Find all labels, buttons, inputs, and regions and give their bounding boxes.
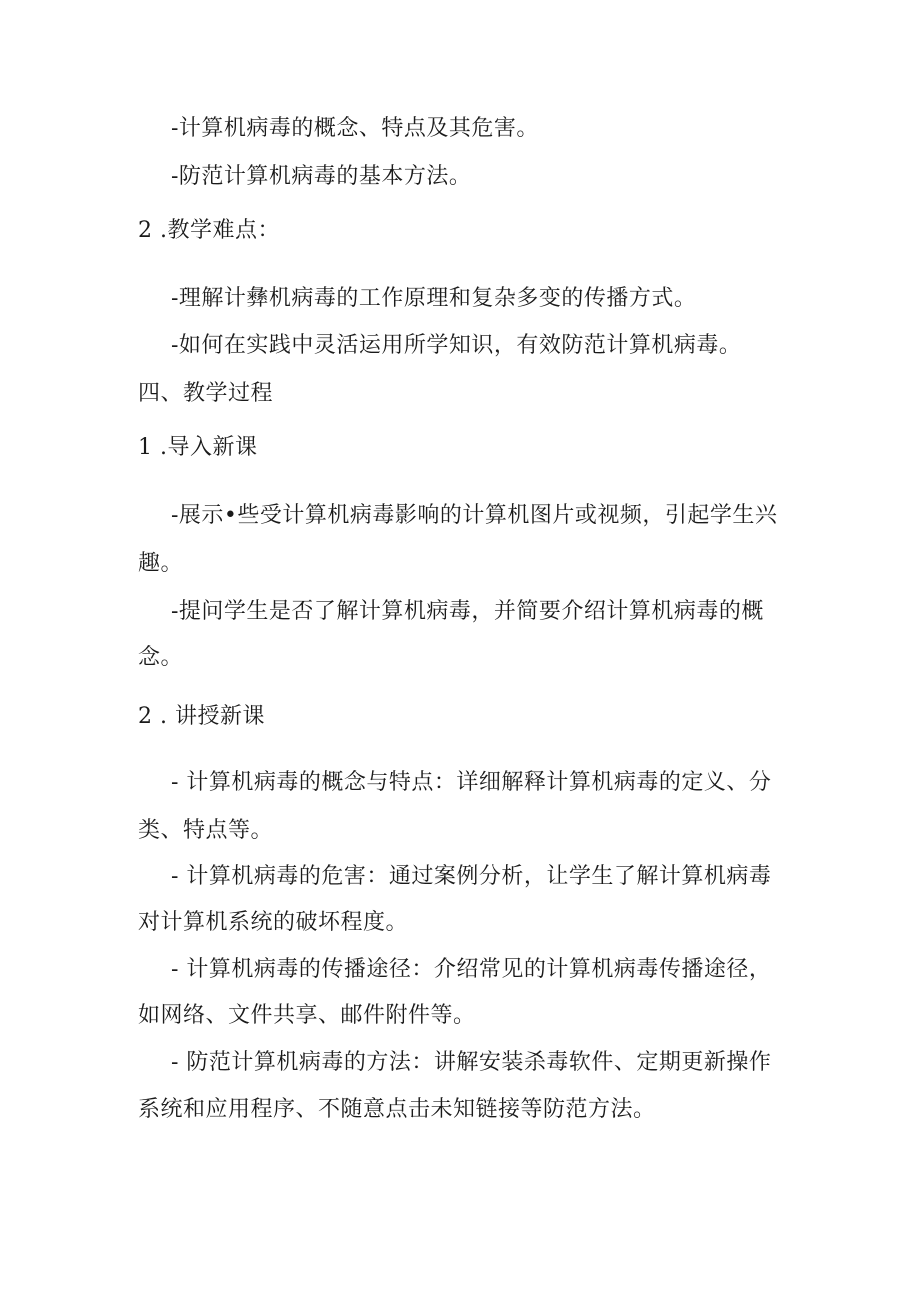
- paragraph-line: -展示•些受计算机病毒影响的计算机图片或视频，引起学生兴: [171, 503, 778, 528]
- paragraph-line: 念。: [138, 645, 184, 670]
- section-heading: 1 .导入新课: [138, 435, 258, 460]
- paragraph-line: -提问学生是否了解计算机病毒，并简要介绍计算机病毒的概: [171, 599, 764, 624]
- difficulty-item: -理解计彝机病毒的工作原理和复杂多变的传播方式。: [171, 286, 697, 311]
- paragraph-line: 类、特点等。: [138, 818, 274, 843]
- key-point-item: -计算机病毒的概念、特点及其危害。: [171, 116, 539, 141]
- key-point-item: -防范计算机病毒的基本方法。: [171, 164, 472, 189]
- paragraph-line: 趣。: [138, 551, 184, 576]
- paragraph-line: - 防范计算机病毒的方法：讲解安装杀毒软件、定期更新操作: [171, 1050, 772, 1075]
- paragraph-line: 如网络、文件共享、邮件附件等。: [138, 1003, 476, 1028]
- section-heading: 2 .教学难点：: [138, 218, 280, 243]
- paragraph-line: - 计算机病毒的危害：通过案例分析，让学生了解计算机病毒: [171, 864, 772, 889]
- paragraph-line: 系统和应用程序、不随意点击未知链接等防范方法。: [138, 1097, 656, 1122]
- difficulty-item: -如何在实践中灵活运用所学知识，有效防范计算机病毒。: [171, 333, 742, 358]
- section-heading: 2 . 讲授新课: [138, 704, 265, 729]
- paragraph-line: 对计算机系统的破坏程度。: [138, 910, 409, 935]
- chapter-heading: 四、教学过程: [138, 381, 274, 406]
- paragraph-line: - 计算机病毒的传播途径：介绍常见的计算机病毒传播途径，: [171, 957, 772, 982]
- paragraph-line: - 计算机病毒的概念与特点：详细解释计算机病毒的定义、分: [171, 770, 772, 795]
